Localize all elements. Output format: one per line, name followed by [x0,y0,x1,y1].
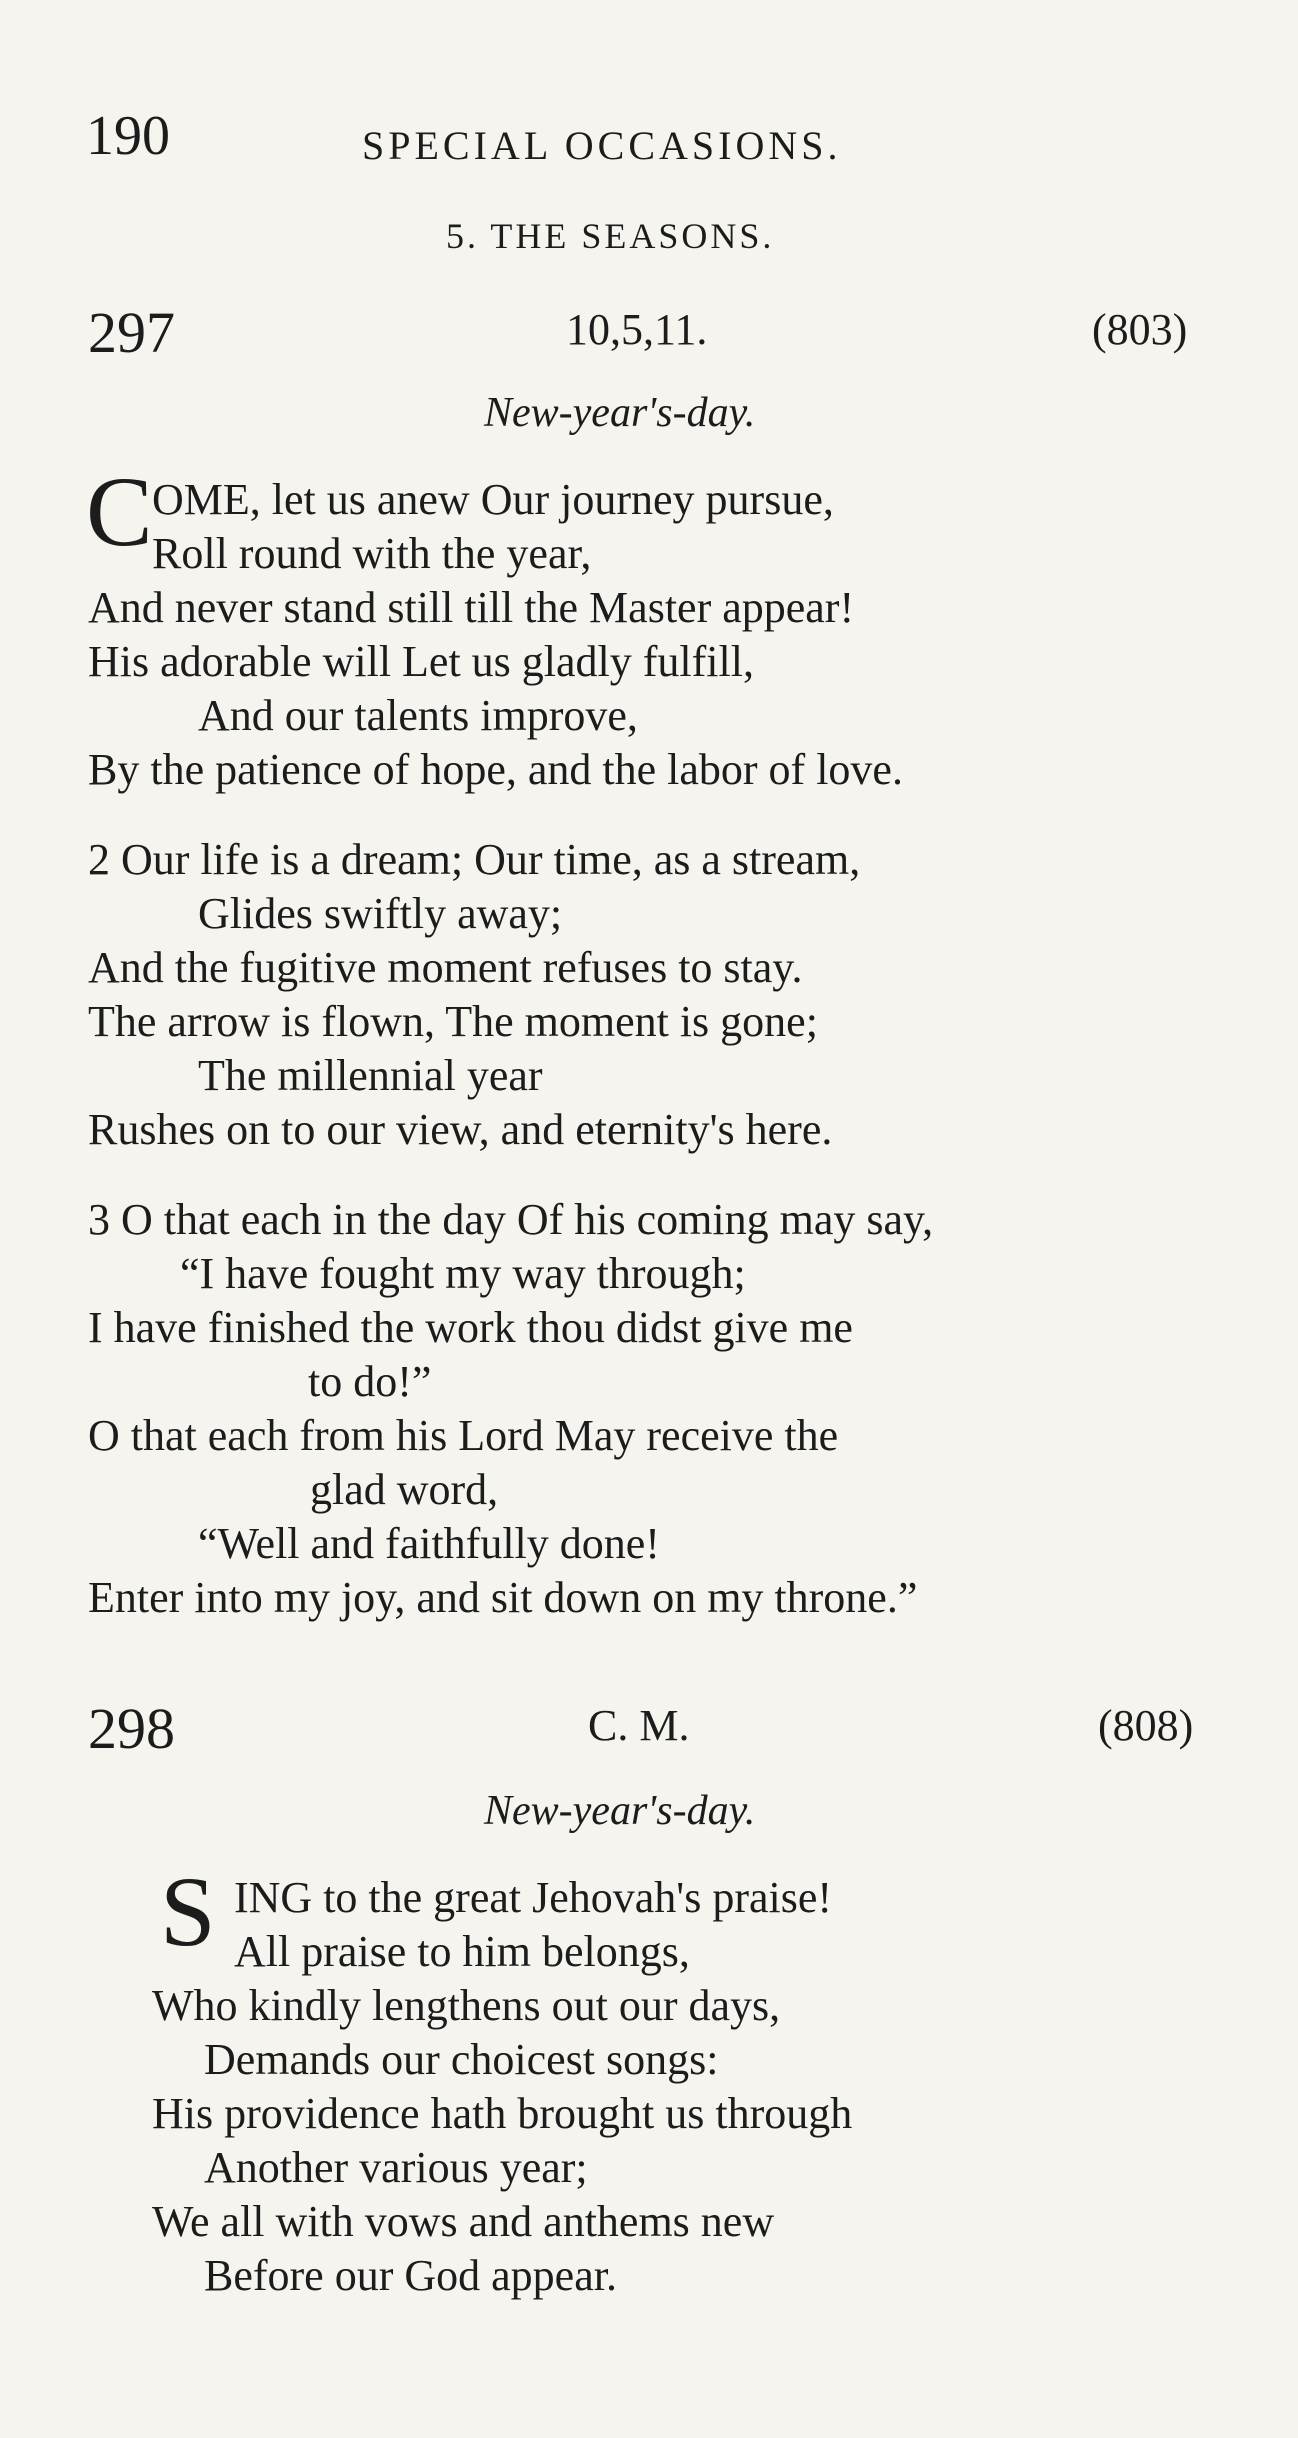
verse-line: OME, let us anew Our journey pursue, [152,475,834,524]
verse-line: And the fugitive moment refuses to stay. [88,943,803,992]
drop-cap: S [160,1856,216,1967]
page-number: 190 [86,105,170,167]
verse-line: O that each from his Lord May receive the [88,1411,839,1460]
hymn-meter: 10,5,11. [566,305,708,354]
verse-line: And our talents improve, [198,691,638,740]
verse-line: Before our God appear. [204,2251,617,2300]
verse-line: glad word, [310,1465,499,1514]
verse-line: 2 Our life is a dream; Our time, as a stream, [88,835,861,884]
drop-cap: C [86,456,153,567]
section-title: 5. THE SEASONS. [446,216,775,256]
verse-line: I have finished the work thou didst give me [88,1303,853,1352]
verse-line: 3 O that each in the day Of his coming may say, [88,1195,934,1244]
hymn-subtitle: New-year's-day. [484,1788,756,1834]
verse-line: All praise to him belongs, [234,1927,690,1976]
verse-line: Another various year; [204,2143,588,2192]
verse-line: “Well and faithfully done! [198,1519,660,1568]
verse-line: His adorable will Let us gladly fulfill, [88,637,754,686]
running-title: SPECIAL OCCASIONS. [362,123,842,168]
verse-line: Enter into my joy, and sit down on my throne.” [88,1573,918,1622]
verse-line: Rushes on to our view, and eternity's here. [88,1105,833,1154]
verse-line: to do!” [308,1357,432,1406]
hymn-meter: C. M. [588,1701,690,1750]
verse-line: Who kindly lengthens out our days, [152,1981,781,2030]
hymn-subtitle: New-year's-day. [484,390,756,436]
verse-line: His providence hath brought us through [152,2089,853,2138]
verse-line: Glides swiftly away; [198,889,563,938]
verse-line: “I have fought my way through; [180,1249,746,1298]
tune-reference: (803) [1092,305,1188,354]
verse-line: And never stand still till the Master appear! [88,583,855,632]
tune-reference: (808) [1098,1701,1194,1750]
verse-line: Roll round with the year, [152,529,592,578]
verse-line: ING to the great Jehovah's praise! [234,1873,833,1922]
verse-line: We all with vows and anthems new [152,2197,775,2246]
verse-line: Demands our choicest songs: [204,2035,719,2084]
hymn-number: 298 [88,1696,175,1761]
hymn-number: 297 [88,300,175,365]
verse-line: The millennial year [198,1051,543,1100]
verse-line: By the patience of hope, and the labor of love. [88,745,903,794]
verse-line: The arrow is flown, The moment is gone; [88,997,818,1046]
